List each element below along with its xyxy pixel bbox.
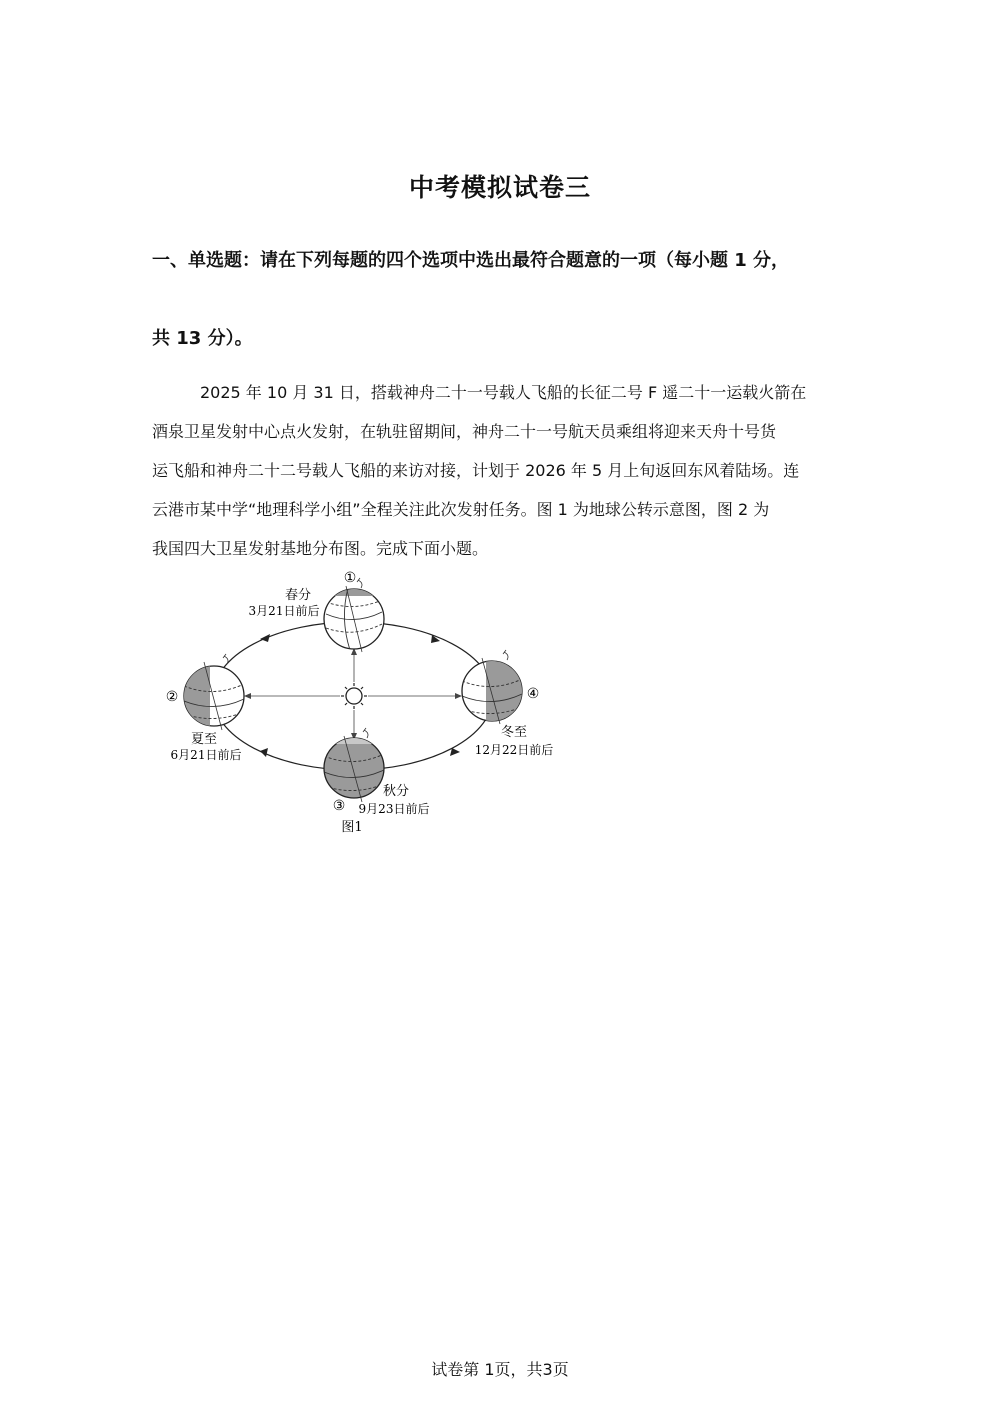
date-spring: 3月21日前后 <box>248 604 320 618</box>
earth-globe-icon <box>462 650 526 724</box>
marker-2: ② <box>165 689 179 705</box>
earth-globe-icon <box>324 728 384 802</box>
date-winter: 12月22日前后 <box>474 743 554 757</box>
orbit-arrow-icon <box>260 634 270 642</box>
earth-globe-icon <box>324 578 384 652</box>
stem-line-4: 云港市某中学“地理科学小组”全程关注此次发射任务。图 1 为地球公转示意图，图 2 为 <box>152 500 770 519</box>
sun-icon <box>341 683 367 709</box>
stem-line-3: 运飞船和神舟二十二号载人飞船的来访对接，计划于 2026 年 5 月上旬返回东风着陆场。连 <box>152 461 800 480</box>
figure-caption: 图1 <box>341 820 363 835</box>
term-autumn: 秋分 <box>382 784 410 799</box>
page-footer: 试卷第 1页，共3页 <box>431 1360 569 1379</box>
marker-4: ④ <box>526 686 540 702</box>
ray-arrow-icon <box>455 693 462 699</box>
stem-line-2: 酒泉卫星发射中心点火发射，在轨驻留期间，神舟二十一号航天员乘组将迎来天舟十号货 <box>152 422 777 441</box>
date-autumn: 9月23日前后 <box>358 802 430 816</box>
term-summer: 夏至 <box>190 732 218 747</box>
earth-globe-icon <box>184 654 244 730</box>
earth-orbit-diagram <box>160 566 570 841</box>
term-winter: 冬至 <box>500 725 528 740</box>
page-title: 中考模拟试卷三 <box>408 173 591 202</box>
ray-arrow-icon <box>244 693 251 699</box>
term-spring: 春分 <box>284 588 312 603</box>
date-summer: 6月21日前后 <box>170 748 242 762</box>
question-stem <box>152 373 852 568</box>
section-heading-line-2: 共 13 分）。 <box>152 328 253 349</box>
marker-1: ① <box>343 570 357 586</box>
earth-revolution-figure <box>160 566 570 841</box>
marker-3: ③ <box>332 798 346 814</box>
section-heading-line-1: 一、单选题：请在下列每题的四个选项中选出最符合题意的一项（每小题 1 分， <box>152 250 790 271</box>
stem-line-1: 2025 年 10 月 31 日，搭载神舟二十一号载人飞船的长征二号 F 遥二十一运载火箭在 <box>200 383 807 402</box>
stem-line-5: 我国四大卫星发射基地分布图。完成下面小题。 <box>152 539 489 558</box>
